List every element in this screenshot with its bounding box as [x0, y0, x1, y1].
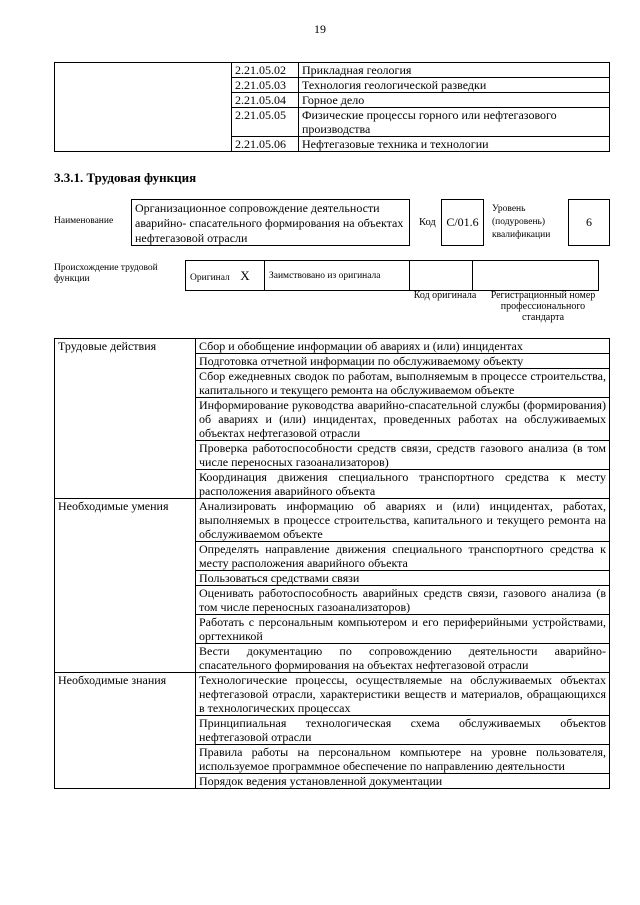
list-item: Правила работы на персональном компьютере на уровне пользователя, используемое программное обеспечение по направлению деятельности: [196, 745, 610, 774]
origin-label: Происхождение трудовой функции: [54, 263, 158, 284]
function-name-box: Организационное сопровождение деятельности аварийно- спасательного формирования на объектах нефтегазовой отрасли: [131, 199, 410, 246]
specialty-name: Нефтегазовые техника и технологии: [299, 137, 610, 152]
specialty-code: 2.21.05.06: [232, 137, 299, 152]
list-item: Пользоваться средствами связи: [196, 571, 610, 586]
category-title: Трудовые действия: [55, 339, 196, 499]
list-item: Координация движения специального транспортного средства к месту расположения аварийного объекта: [196, 470, 610, 499]
specialty-name: Прикладная геология: [299, 63, 610, 78]
table-row: [55, 499, 610, 542]
list-item: Вести документацию по сопровождению деятельности аварийно-спасательного формирования на объектах нефтегазовой отрасли: [196, 644, 610, 673]
list-item: Подготовка отчетной информации по обслуживаемому объекту: [196, 354, 610, 369]
category-title: Необходимые знания: [55, 673, 196, 789]
code-label: Код: [419, 217, 436, 228]
list-item: Принципиальная технологическая схема обслуживаемых объектов нефтегазовой отрасли: [196, 716, 610, 745]
level-label: Уровень (подуровень) квалификации: [492, 204, 551, 240]
specialty-name: Физические процессы горного или нефтегазового производства: [299, 108, 610, 137]
list-item: Порядок ведения установленной документации: [196, 774, 610, 789]
list-item: Технологические процессы, осуществляемые на обслуживаемых объектах нефтегазовой отрасли, характеристики веществ и материалов, обращающихся в технологических процессах: [196, 673, 610, 716]
list-item: Проверка работоспособности средств связи, средств газового анализа (в том числе переносных газоанализаторов): [196, 441, 610, 470]
original-cell: [186, 261, 265, 291]
code-original-cell: [410, 261, 473, 291]
category-title: Необходимые умения: [55, 499, 196, 673]
specialty-code: 2.21.05.02: [232, 63, 299, 78]
list-item: Работать с персональным компьютером и его периферийными устройствами, оргтехникой: [196, 615, 610, 644]
reg-number-cell: [473, 261, 599, 291]
specialty-code: 2.21.05.04: [232, 93, 299, 108]
function-code-box: С/01.6: [441, 199, 484, 246]
original-mark: X: [240, 267, 250, 283]
qualification-level-box: 6: [568, 199, 610, 246]
code-original-caption: Код оригинала: [413, 290, 477, 301]
borrowed-label: Заимствовано из оригинала: [265, 261, 410, 291]
table-row: [55, 673, 610, 716]
original-label: Оригинал: [190, 272, 230, 283]
table-row: [55, 63, 610, 78]
table-row: [55, 339, 610, 354]
list-item: Сбор ежедневных сводок по работам, выполняемым в процессе строительства, капитального и текущего ремонта на обслуживаемом объекте: [196, 369, 610, 398]
specialty-code: 2.21.05.03: [232, 78, 299, 93]
list-item: Определять направление движения специального транспортного средства к месту расположения аварийного объекта: [196, 542, 610, 571]
specialty-codes-table: [54, 62, 610, 152]
name-label: Наименование: [54, 216, 114, 226]
blank-cell: [55, 63, 232, 152]
table-row: [186, 261, 599, 291]
list-item: Анализировать информацию об авариях и (или) инцидентах, работах, выполняемых в процессе строительства, капитального и текущего ремонта на обслуживаемом объекте: [196, 499, 610, 542]
list-item: Сбор и обобщение информации об авариях и (или) инцидентах: [196, 339, 610, 354]
reg-number-caption: Регистрационный номер профессионального стандарта: [490, 290, 596, 323]
origin-table: [185, 260, 599, 291]
specialty-code: 2.21.05.05: [232, 108, 299, 137]
specialty-name: Горное дело: [299, 93, 610, 108]
specialty-name: Технология геологической разведки: [299, 78, 610, 93]
list-item: Информирование руководства аварийно-спасательной службы (формирования) об авариях и (или) инцидентах, проведенных работах на обслуживаемых объектах нефтегазовой отрасли: [196, 398, 610, 441]
function-details-table: [54, 338, 610, 789]
page-number: 19: [314, 22, 326, 36]
list-item: Оценивать работоспособность аварийных средств связи, газового анализа (в том числе переносных газоанализаторов): [196, 586, 610, 615]
section-title: 3.3.1. Трудовая функция: [54, 170, 197, 185]
